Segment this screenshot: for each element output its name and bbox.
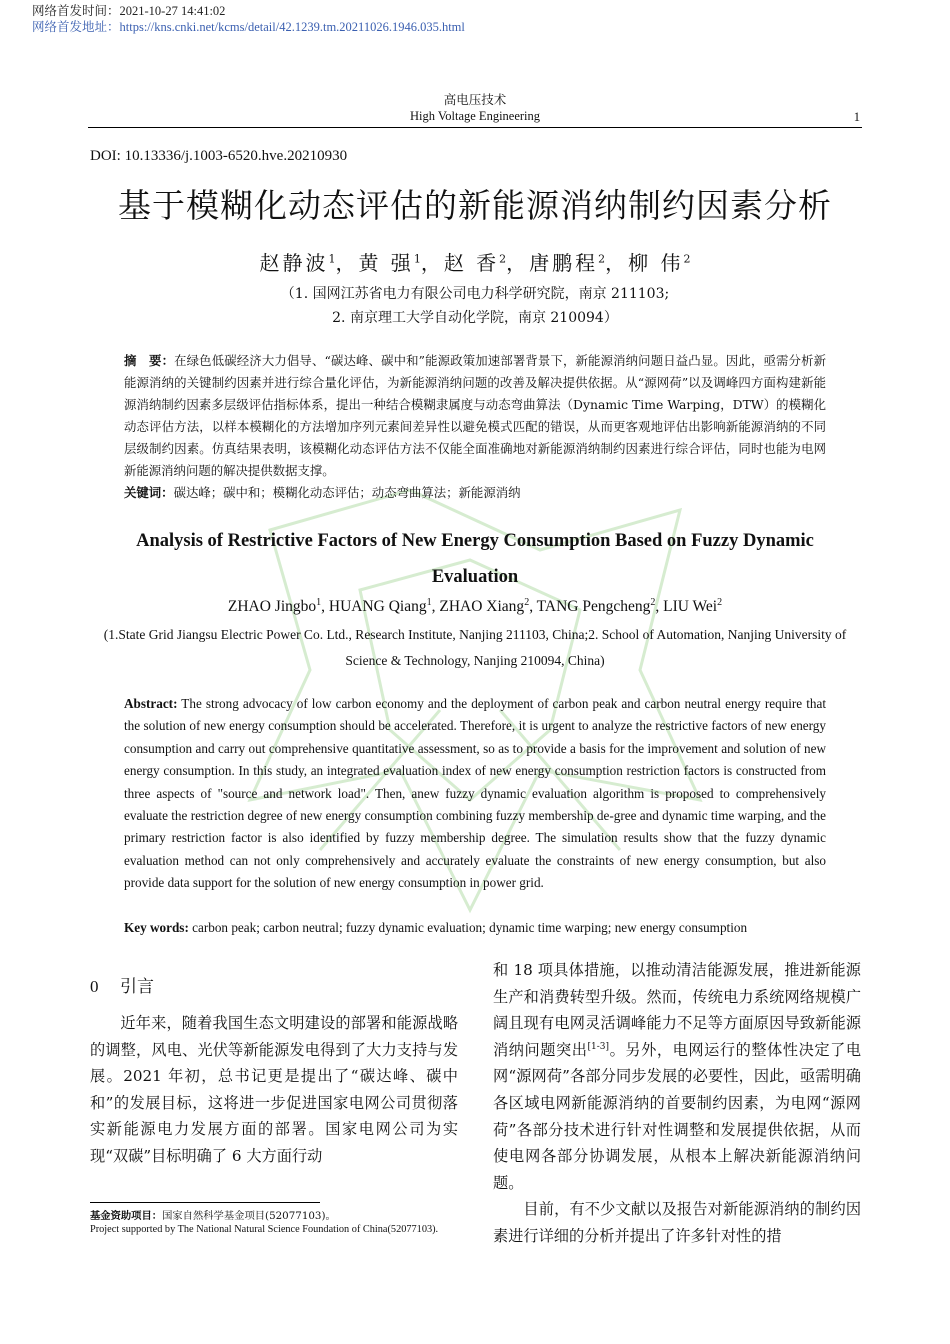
abstract-zh-text: 在绿色低碳经济大力倡导、“碳达峰、碳中和”能源政策加速部署背景下，新能源消纳问题日益凸显。因此，亟需分析新能源消纳的关键制约因素并进行综合量化评估，为新能源消纳问题的改善及解决提供依据。从“源网荷”以及调峰四方面构建新能源消纳制约因素多层级评估指标体系，提出一种结合模糊隶属度与动态弯曲算法（Dynamic Time Warping，DTW）的模糊化动态评估方法，以样本模糊化的方法增加序列元素间差异性以避免模式匹配的错误，从而更客观地评估出影响新能源消纳的不同层级制约因素。仿真结果表明，该模糊化动态评估方法不仅能全面准确地对新能源消纳制约因素进行综合评估，同时也能为电网新能源消纳问题的解决提供数据支撑。 [124, 353, 826, 478]
body-column-right [493, 957, 861, 1250]
header-rule [88, 127, 862, 128]
section-title: 引言 [120, 977, 154, 997]
author-zh: 唐鹏程$^2$ [529, 251, 606, 275]
journal-name-zh: 高电压技术 [443, 93, 507, 107]
pub-time: 2021-10-27 14:41:02 [119, 4, 226, 18]
abstract-en [124, 693, 826, 895]
footnote-label: 基金资助项目： [90, 1210, 163, 1222]
keywords-zh-label: 关键词： [124, 485, 174, 500]
keywords-zh [124, 483, 826, 503]
author-en: ZHAO Jingbo$^1$ [227, 597, 322, 616]
funding-footnote [90, 1210, 458, 1236]
author-en: LIU Wei$^2$ [663, 597, 723, 616]
journal-name-en: High Voltage Engineering [409, 109, 541, 123]
pub-address-link[interactable]: https://kns.cnki.net/kcms/detail/42.1239.tm.20211026.1946.035.html [119, 20, 465, 34]
footnote-en: Project supported by The National Natural Science Foundation of China(52077103). [90, 1224, 439, 1235]
footnote-rule [90, 1202, 320, 1203]
author-zh: 赵 香$^2$ [443, 251, 507, 275]
body-paragraph: 和 18 项具体措施，以推动清洁能源发展，推进新能源生产和消费转型升级。然而，传统电力系统网络规模广阔且现有电网灵活调峰能力不足等方面原因导致新能源消纳问题突出[1-3]。另外，电网运行的整体性决定了电网“源网荷”各部分同步发展的必要性，因此，亟需明确各区域电网新能源消纳的首要制约因素，为电网“源网荷”各部分技术进行针对性调整和发展提供依据，从而使电网各部分协调发展，从根本上解决新能源消纳问题。 [493, 961, 862, 1192]
author-en: HUANG Qiang$^1$ [328, 597, 432, 616]
footnote-zh: 国家自然科学基金项目(52077103)。 [162, 1210, 336, 1222]
keywords-en-label: Key words: [124, 920, 189, 935]
citation-ref[interactable]: [1-3] [587, 1041, 610, 1052]
author-list-zh: 赵静波$^1$，黄 强$^1$，赵 香$^2$，唐鹏程$^2$，柳 伟$^2$ [259, 251, 691, 275]
affiliations-zh [60, 282, 890, 330]
keywords-zh-text: 碳达峰；碳中和；模糊化动态评估；动态弯曲算法；新能源消纳 [173, 485, 521, 500]
doi: DOI: 10.13336/j.1003-6520.hve.20210930 [90, 148, 348, 164]
body-paragraph: 近年来，随着我国生态文明建设的部署和能源战略的调整，风电、光伏等新能源发电得到了大力支持与发展。2021 年初，总书记更是提出了“碳达峰、碳中和”的发展目标，这将进一步促进国家电网公司贯彻落实新能源电力发展方面的部署。国家电网公司为实现“双碳”目标明确了 6 大方面行动 [90, 1014, 458, 1165]
author-zh: 黄 强$^1$ [358, 251, 421, 275]
affiliation-line: 2. 南京理工大学自动化学院，南京 210094） [332, 310, 618, 326]
online-publication-info [32, 3, 465, 35]
paper-title-zh: 基于模糊化动态评估的新能源消纳制约因素分析 [118, 186, 832, 225]
author-zh: 柳 伟$^2$ [628, 251, 691, 275]
section-number: 0 [90, 977, 99, 996]
keywords-en-text: carbon peak; carbon neutral; fuzzy dynamic evaluation; dynamic time warping; new energy consumption [192, 920, 748, 935]
affiliation-line: （1. 国网江苏省电力有限公司电力科学研究院，南京 211103; [280, 286, 670, 302]
author-list-en: ZHAO Jingbo$^1$, HUANG Qiang$^1$, ZHAO Xiang$^2$, TANG Pengcheng$^2$, LIU Wei$^2$ [227, 597, 723, 616]
abstract-en-label: Abstract: [124, 696, 178, 711]
abstract-zh [124, 350, 826, 482]
running-head [88, 92, 862, 124]
body-paragraph: 目前，有不少文献以及报告对新能源消纳的制约因素进行详细的分析并提出了许多针对性的措 [493, 1200, 861, 1245]
affiliation-en: (1.State Grid Jiangsu Electric Power Co. Ltd., Research Institute, Nanjing 211103, China;2. School of Automation, Nanjing University of Science & Technology, Nanjing 210094, China) [103, 627, 847, 668]
body-column-left [90, 1010, 458, 1170]
author-en: ZHAO Xiang$^2$ [439, 597, 530, 616]
author-en: TANG Pengcheng$^2$ [536, 597, 656, 616]
abstract-zh-label: 摘 要： [124, 353, 175, 368]
section-heading [90, 972, 154, 997]
author-zh: 赵静波$^1$ [259, 251, 336, 275]
pub-time-label: 网络首发时间： [32, 4, 120, 18]
page-number: 1 [853, 110, 860, 124]
keywords-en [124, 917, 826, 939]
paper-title-en: Analysis of Restrictive Factors of New Energy Consumption Based on Fuzzy Dynamic Evaluation [136, 531, 814, 587]
pub-address-label: 网络首发地址： [32, 20, 120, 34]
abstract-en-text: The strong advocacy of low carbon economy and the deployment of carbon peak and carbon neutral energy require that the solution of new energy consumption should be accelerated. Therefore, it is urgent to analyze the restrictive factors of new energy consumption and carry out comprehensive quantitative assessment, so as to provide a basis for the improvement and solution of new energy consumption. In this study, an integrated evaluation index of new energy consumption restriction factors is constructed from three aspects of "source and network load". Then, anew fuzzy dynamic evaluation algorithm is proposed to comprehensively evaluate the restriction degree of new energy consumption combining fuzzy membership de-gree and dynamic time warping, and the primary restriction factor is also identified by fuzzy membership degree. The simulation results show that the fuzzy dynamic evaluation method can not only comprehensively and accurately evaluate the constraints of new energy consumption, but also provide data support for the solution of new energy consumption in power grid. [124, 696, 826, 891]
